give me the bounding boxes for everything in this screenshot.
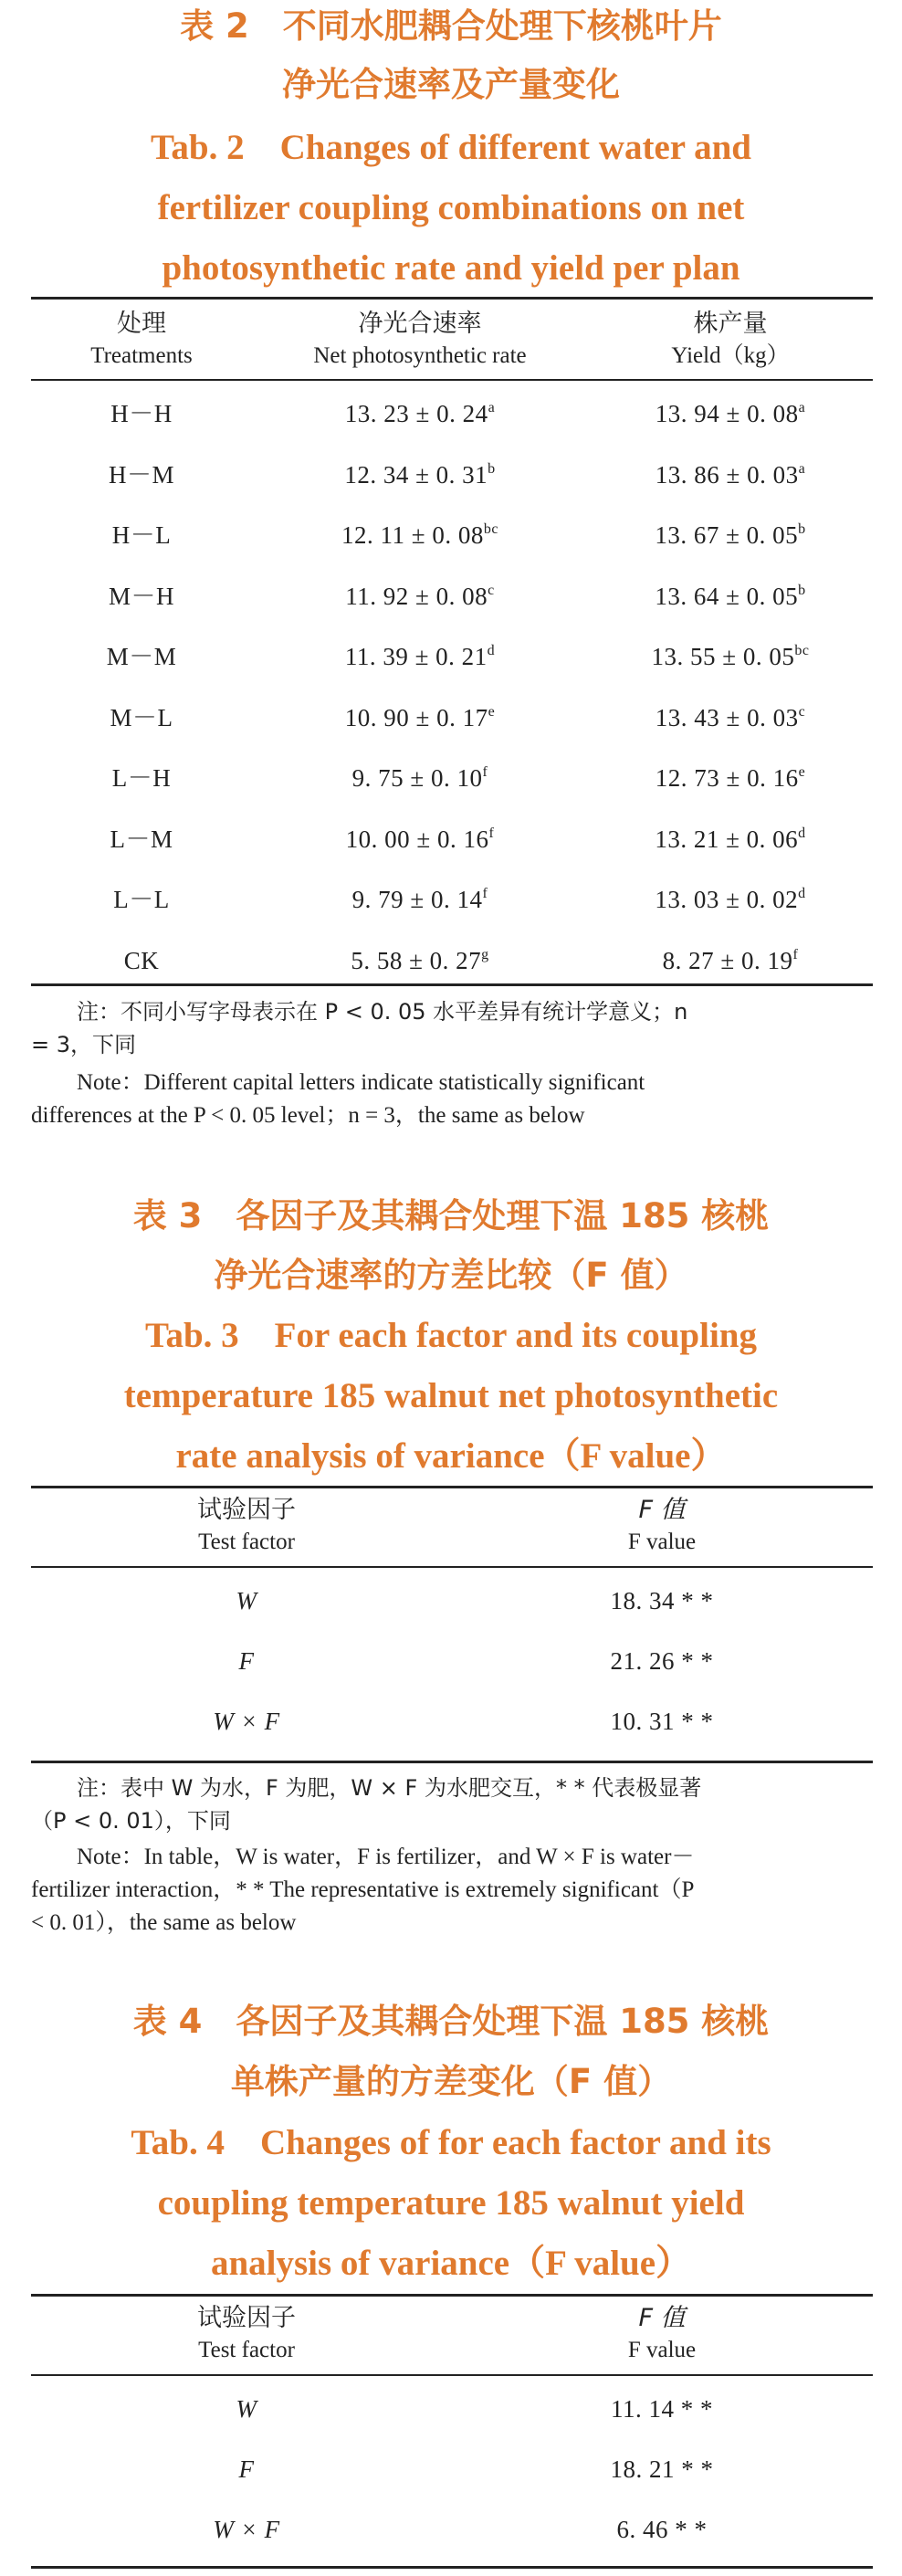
significance-letter: c xyxy=(488,582,495,598)
rate-value: 10. 90 ± 0. 17 xyxy=(344,703,488,731)
factor-cell: F xyxy=(238,2455,255,2483)
yield-value: 13. 55 ± 0. 05 xyxy=(651,643,795,670)
table-header-rule xyxy=(31,2374,873,2376)
column-header: F 值 xyxy=(638,2304,686,2332)
factor-cell: W × F xyxy=(213,1708,280,1735)
column-header: 试验因子 xyxy=(197,1496,296,1524)
yield-value: 8. 27 ± 0. 19 xyxy=(662,946,793,974)
column-header: F value xyxy=(627,2338,697,2362)
rate-cell xyxy=(246,946,593,974)
column-header: Test factor xyxy=(198,2338,295,2362)
significance-letter: b xyxy=(798,521,806,537)
table-3-title-en: temperature 185 walnut net photosynthetic xyxy=(123,1376,779,1415)
factor-cell: W xyxy=(236,1587,257,1614)
factor-cell: W xyxy=(236,2395,257,2423)
table-3-note-en: Note：In table，W is water，F is fertilizer，and W × F is water－ xyxy=(77,1845,695,1869)
rate-value: 11. 92 ± 0. 08 xyxy=(345,582,488,610)
significance-letter: d xyxy=(487,643,496,658)
yield-value: 13. 21 ± 0. 06 xyxy=(655,825,799,853)
rate-value: 5. 58 ± 0. 27 xyxy=(351,946,482,974)
table-2-title-en: photosynthetic rate and yield per plan xyxy=(162,248,740,288)
yield-cell xyxy=(593,827,867,852)
rate-value: 9. 79 ± 0. 14 xyxy=(351,886,483,913)
table-bottom-rule xyxy=(31,983,873,986)
table-2-title-en: fertilizer coupling combinations on net xyxy=(157,188,745,227)
table-2-title-en: Tab. 2 Changes of different water and xyxy=(151,128,751,167)
yield-cell xyxy=(593,460,867,489)
factor-cell: W × F xyxy=(213,2516,280,2543)
column-header: Test factor xyxy=(198,1530,295,1554)
column-header: 净光合速率 xyxy=(358,310,482,338)
rate-cell xyxy=(246,827,593,852)
treatment-cell: L－L xyxy=(113,886,170,913)
yield-cell xyxy=(593,888,867,912)
table-header-rule xyxy=(31,379,873,381)
rate-value: 9. 75 ± 0. 10 xyxy=(351,764,483,792)
table-2-title-zh: 表 2 不同水肥耦合处理下核桃叶片 xyxy=(180,6,722,46)
table-3-note-zh: （P < 0. 01），下同 xyxy=(31,1808,231,1834)
treatment-cell: M－M xyxy=(106,643,177,670)
treatment-cell: CK xyxy=(123,946,160,974)
rate-cell xyxy=(246,460,593,489)
table-4-title-zh: 单株产量的方差变化（F 值） xyxy=(230,2062,672,2101)
table-4-title-en: Tab. 4 Changes of for each factor and its xyxy=(131,2123,771,2162)
rate-cell xyxy=(246,888,593,912)
significance-letter: e xyxy=(798,764,806,780)
significance-letter: bc xyxy=(483,521,498,537)
table-bottom-rule xyxy=(31,1761,873,1763)
rate-value: 10. 00 ± 0. 16 xyxy=(345,825,489,853)
table-4-title-en: analysis of variance（F value） xyxy=(210,2244,692,2283)
significance-letter: d xyxy=(798,825,806,841)
column-header: 试验因子 xyxy=(197,2304,296,2332)
f-value-cell: 18. 34 * * xyxy=(610,1587,714,1614)
rate-value: 13. 23 ± 0. 24 xyxy=(344,400,488,427)
table-2-note-en: differences at the P < 0. 05 level；n = 3，the same as below xyxy=(31,1103,585,1128)
treatment-cell: H－L xyxy=(111,521,172,549)
column-header: Treatments xyxy=(90,343,193,368)
yield-cell xyxy=(593,584,867,609)
table-top-rule xyxy=(31,297,873,300)
table-3-title-zh: 表 3 各因子及其耦合处理下温 185 核桃 xyxy=(132,1196,770,1235)
yield-cell xyxy=(593,645,867,669)
yield-value: 13. 94 ± 0. 08 xyxy=(655,400,799,427)
f-value-cell: 11. 14 * * xyxy=(611,2395,713,2423)
table-4-title-en: coupling temperature 185 walnut yield xyxy=(157,2183,745,2223)
table-3-title-zh: 净光合速率的方差比较（F 值） xyxy=(214,1256,688,1295)
table-header-rule xyxy=(31,1566,873,1568)
significance-letter: d xyxy=(798,886,806,901)
rate-cell xyxy=(246,402,593,426)
column-header: 处理 xyxy=(117,310,166,338)
yield-cell xyxy=(593,402,867,426)
significance-letter: c xyxy=(798,703,806,720)
yield-cell xyxy=(593,523,867,548)
rate-cell xyxy=(246,766,593,791)
significance-letter: e xyxy=(488,703,496,720)
column-header: Yield（kg） xyxy=(671,343,790,368)
f-value-cell: 6. 46 * * xyxy=(616,2516,708,2543)
rate-value: 12. 11 ± 0. 08 xyxy=(341,521,484,549)
rate-value: 11. 39 ± 0. 21 xyxy=(344,643,488,670)
significance-letter: a xyxy=(488,400,496,415)
f-value-cell: 21. 26 * * xyxy=(610,1647,714,1675)
table-3-title-en: Tab. 3 For each factor and its coupling xyxy=(145,1316,757,1355)
significance-letter: b xyxy=(488,460,496,477)
yield-value: 13. 67 ± 0. 05 xyxy=(655,521,799,549)
table-top-rule xyxy=(31,2294,873,2297)
table-bottom-rule xyxy=(31,2566,873,2569)
treatment-cell: M－L xyxy=(110,703,173,731)
significance-letter: a xyxy=(798,460,806,477)
table-2-note-en: Note：Different capital letters indicate statistically significant xyxy=(77,1070,645,1095)
rate-value: 12. 34 ± 0. 31 xyxy=(344,460,488,489)
yield-cell xyxy=(593,946,867,974)
treatment-cell: L－H xyxy=(111,764,172,792)
rate-cell xyxy=(246,703,593,731)
yield-cell xyxy=(593,766,867,791)
significance-letter: f xyxy=(488,825,495,841)
yield-value: 13. 86 ± 0. 03 xyxy=(655,460,799,489)
rate-cell xyxy=(246,645,593,669)
yield-value: 12. 73 ± 0. 16 xyxy=(655,764,799,792)
column-header: F 值 xyxy=(638,1496,686,1524)
treatment-cell: M－H xyxy=(108,582,174,610)
table-3-note-zh: 注：表中 W 为水，F 为肥，W × F 为水肥交互，* * 代表极显著 xyxy=(77,1775,702,1801)
treatment-cell: L－M xyxy=(110,825,173,853)
yield-cell xyxy=(593,703,867,731)
significance-letter: f xyxy=(482,886,488,901)
table-top-rule xyxy=(31,1486,873,1488)
significance-letter: g xyxy=(481,946,489,962)
significance-letter: bc xyxy=(794,643,810,658)
table-2-note-zh: = 3，下同 xyxy=(31,1032,137,1057)
column-header: F value xyxy=(627,1530,697,1554)
yield-value: 13. 64 ± 0. 05 xyxy=(655,582,799,610)
f-value-cell: 18. 21 * * xyxy=(610,2455,714,2483)
f-value-cell: 10. 31 * * xyxy=(610,1708,714,1735)
column-header: Net photosynthetic rate xyxy=(313,343,527,368)
table-3-note-en: < 0. 01），the same as below xyxy=(31,1910,297,1935)
table-3-note-en: fertilizer interaction，* * The representative is extremely significant（P xyxy=(31,1877,695,1902)
column-header: 株产量 xyxy=(693,310,768,338)
significance-letter: b xyxy=(798,582,806,598)
significance-letter: f xyxy=(792,946,799,962)
yield-value: 13. 43 ± 0. 03 xyxy=(655,703,799,731)
treatment-cell: H－M xyxy=(108,460,174,489)
significance-letter: a xyxy=(798,400,806,415)
table-4-title-zh: 表 4 各因子及其耦合处理下温 185 核桃 xyxy=(132,2002,770,2041)
yield-value: 13. 03 ± 0. 02 xyxy=(655,886,799,913)
treatment-cell: H－H xyxy=(110,400,173,427)
table-2-title-zh: 净光合速率及产量变化 xyxy=(282,65,620,104)
factor-cell: F xyxy=(238,1647,255,1675)
rate-cell xyxy=(246,523,593,548)
significance-letter: f xyxy=(482,764,488,780)
table-2-note-zh: 注：不同小写字母表示在 P < 0. 05 水平差异有统计学意义；n xyxy=(77,999,688,1025)
table-3-title-en: rate analysis of variance（F value） xyxy=(175,1436,727,1476)
rate-cell xyxy=(246,584,593,609)
